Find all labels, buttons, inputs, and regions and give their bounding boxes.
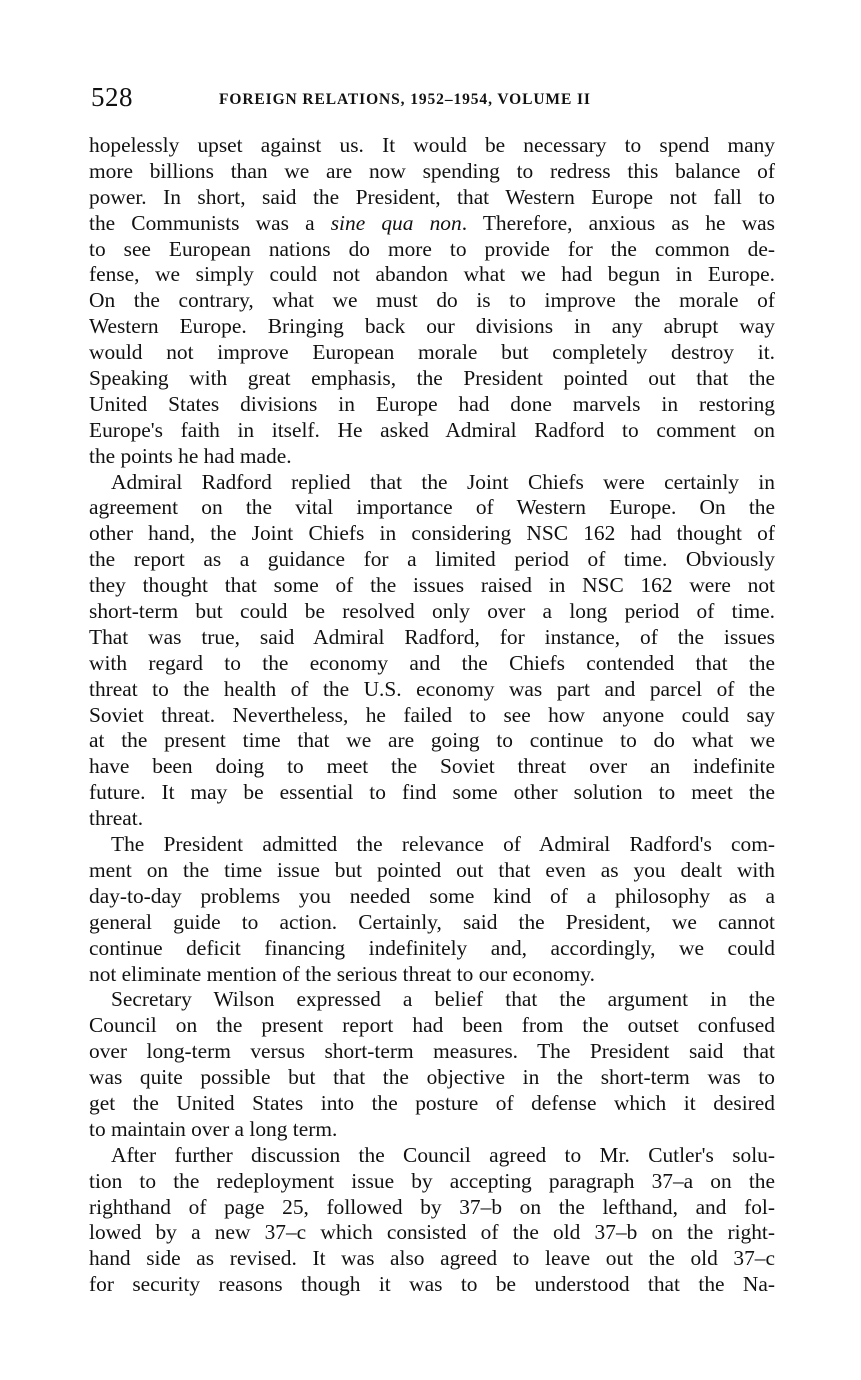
text-line: the report as a guidance for a limited period of time. Obviously bbox=[89, 547, 775, 572]
text-line: Secretary Wilson expressed a belief that the argument in the bbox=[111, 987, 775, 1012]
text-line: was quite possible but that the objective in the short-term was to bbox=[89, 1065, 775, 1090]
text-line: for security reasons though it was to be understood that the Na- bbox=[89, 1272, 775, 1297]
text-line: get the United States into the posture of defense which it desired bbox=[89, 1090, 775, 1115]
page-number: 528 bbox=[91, 82, 133, 112]
text-line: ment on the time issue but pointed out that even as you dealt with bbox=[89, 857, 775, 882]
text-line: The President admitted the relevance of Admiral Radford's com- bbox=[111, 832, 775, 857]
text-line: hopelessly upset against us. It would be necessary to spend many bbox=[89, 133, 775, 157]
text-line: threat. bbox=[89, 806, 144, 831]
text-line: to see European nations do more to provide for the common de- bbox=[89, 236, 775, 261]
text-line: Western Europe. Bringing back our divisions in any abrupt way bbox=[89, 314, 775, 339]
text-line: other hand, the Joint Chiefs in considering NSC 162 had thought of bbox=[89, 521, 775, 546]
text-line: United States divisions in Europe had done marvels in restoring bbox=[89, 391, 775, 416]
text-line: not eliminate mention of the serious threat to our economy. bbox=[89, 961, 595, 986]
paragraph bbox=[89, 470, 775, 832]
text-line: over long-term versus short-term measures. The President said that bbox=[89, 1039, 775, 1064]
text-line: the Communists was a sine qua non. Therefore, anxious as he was bbox=[89, 210, 775, 235]
text-line: have been doing to meet the Soviet threat over an indefinite bbox=[89, 754, 775, 779]
text-line: would not improve European morale but completely destroy it. bbox=[89, 340, 775, 365]
text-line: Speaking with great emphasis, the President pointed out that the bbox=[89, 366, 775, 391]
text-line: more billions than we are now spending to redress this balance of bbox=[89, 158, 775, 183]
text-line: power. In short, said the President, that Western Europe not fall to bbox=[89, 184, 775, 209]
text-line: Admiral Radford replied that the Joint Chiefs were certainly in bbox=[111, 469, 775, 494]
text-line: Europe's faith in itself. He asked Admiral Radford to comment on bbox=[89, 417, 775, 442]
text-line: continue deficit financing indefinitely and, accordingly, we could bbox=[89, 935, 775, 960]
text-line: they thought that some of the issues raised in NSC 162 were not bbox=[89, 573, 775, 598]
text-line: hand side as revised. It was also agreed to leave out the old 37–c bbox=[89, 1246, 775, 1271]
text-line: the points he had made. bbox=[89, 443, 292, 468]
paragraph bbox=[89, 832, 775, 987]
text-line: future. It may be essential to find some other solution to meet the bbox=[89, 780, 775, 805]
text-line: short-term but could be resolved only over a long period of time. bbox=[89, 599, 775, 624]
paragraph bbox=[89, 1143, 775, 1298]
text-line: threat to the health of the U.S. economy was part and parcel of the bbox=[89, 676, 775, 701]
text-line: to maintain over a long term. bbox=[89, 1116, 338, 1141]
text-line: lowed by a new 37–c which consisted of the old 37–b on the right- bbox=[89, 1220, 775, 1245]
text-line: at the present time that we are going to continue to do what we bbox=[89, 728, 775, 753]
text-line: day-to-day problems you needed some kind of a philosophy as a bbox=[89, 883, 775, 908]
text-line: Soviet threat. Nevertheless, he failed to see how anyone could say bbox=[89, 702, 775, 727]
paragraph bbox=[89, 987, 775, 1142]
page-header bbox=[91, 82, 776, 116]
text-line: righthand of page 25, followed by 37–b on the lefthand, and fol- bbox=[89, 1194, 775, 1219]
paragraph bbox=[89, 133, 775, 470]
text-line: Council on the present report had been from the outset confused bbox=[89, 1013, 775, 1038]
text-line: On the contrary, what we must do is to improve the morale of bbox=[89, 288, 775, 313]
text-line: with regard to the economy and the Chiefs contended that the bbox=[89, 650, 775, 675]
text-line: fense, we simply could not abandon what we had begun in Europe. bbox=[89, 262, 775, 287]
text-line: agreement on the vital importance of Western Europe. On the bbox=[89, 495, 775, 520]
text-line: tion to the redeployment issue by accepting paragraph 37–a on the bbox=[89, 1168, 775, 1193]
body-text bbox=[89, 133, 775, 1298]
running-head: FOREIGN RELATIONS, 1952–1954, VOLUME II bbox=[219, 91, 591, 108]
text-line: That was true, said Admiral Radford, for instance, of the issues bbox=[89, 624, 775, 649]
text-line: general guide to action. Certainly, said the President, we cannot bbox=[89, 909, 775, 934]
text-line: After further discussion the Council agreed to Mr. Cutler's solu- bbox=[111, 1142, 775, 1167]
